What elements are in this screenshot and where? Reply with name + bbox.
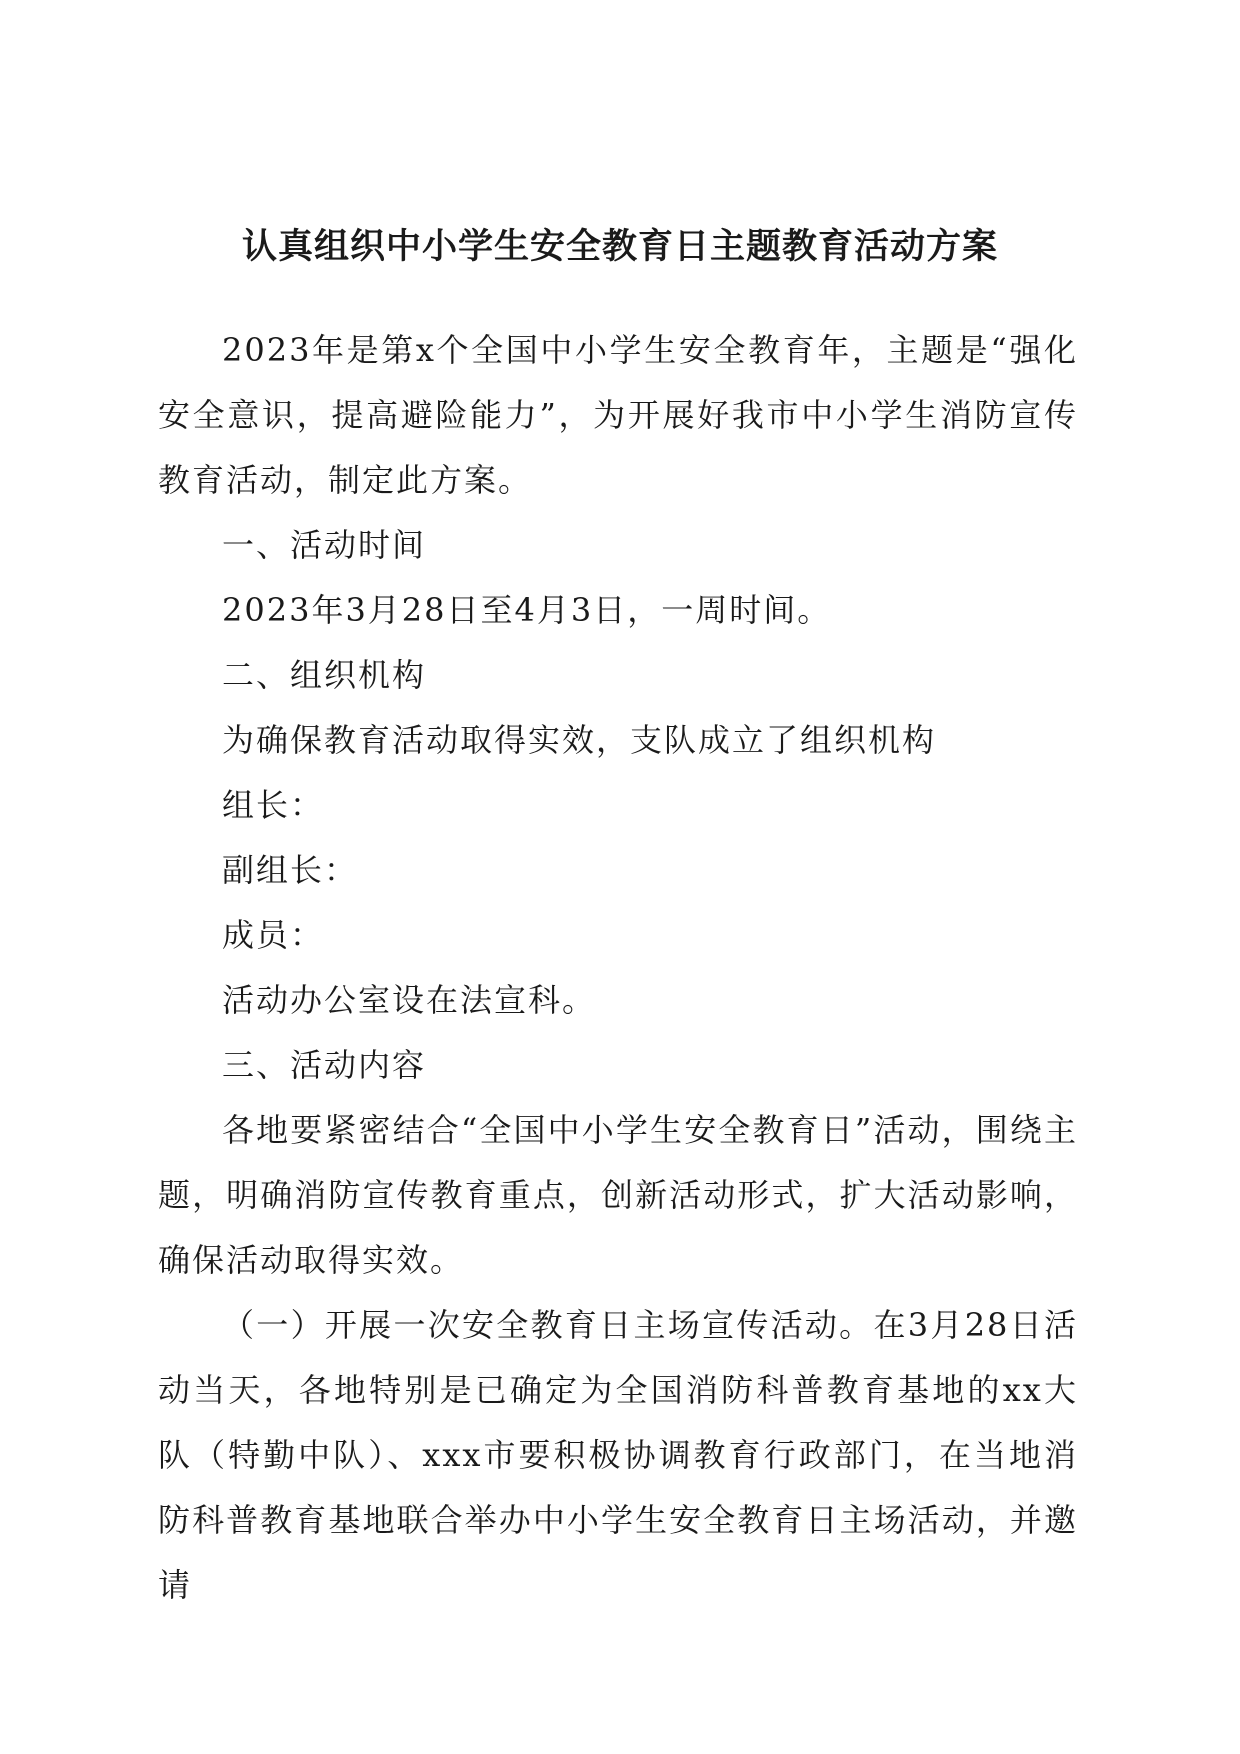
- heading-activity-time: 一、活动时间: [222, 526, 427, 564]
- paragraph-main-event: （一）开展一次安全教育日主场宣传活动。在3月28日活动当天，各地特别是已确定为全国消防科普教育基地的xx大队（特勤中队）、xxx市要积极协调教育行政部门，在当地消防科普教育基地联合举办中小学生安全教育日主场活动，并邀请: [158, 1306, 1078, 1604]
- field-members: 成员：: [222, 916, 325, 954]
- paragraph-office: 活动办公室设在法宣科。: [222, 981, 597, 1019]
- heading-activity-content: 三、活动内容: [222, 1046, 427, 1084]
- paragraph-activity-content: 各地要紧密结合“全国中小学生安全教育日”活动，围绕主题，明确消防宣传教育重点，创新活动形式，扩大活动影响，确保活动取得实效。: [158, 1111, 1078, 1279]
- document-body: [158, 318, 1078, 1618]
- heading-organization: 二、组织机构: [222, 656, 427, 694]
- field-group-leader: 组长：: [222, 786, 325, 824]
- field-deputy-leader: 副组长：: [222, 851, 359, 889]
- paragraph-organization: 为确保教育活动取得实效，支队成立了组织机构: [222, 721, 937, 759]
- document-title: 认真组织中小学生安全教育日主题教育活动方案: [241, 227, 998, 267]
- paragraph-activity-time: 2023年3月28日至4月3日，一周时间。: [222, 591, 832, 629]
- paragraph-intro: 2023年是第x个全国中小学生安全教育年，主题是“强化安全意识，提高避险能力”，为开展好我市中小学生消防宣传教育活动，制定此方案。: [158, 331, 1078, 499]
